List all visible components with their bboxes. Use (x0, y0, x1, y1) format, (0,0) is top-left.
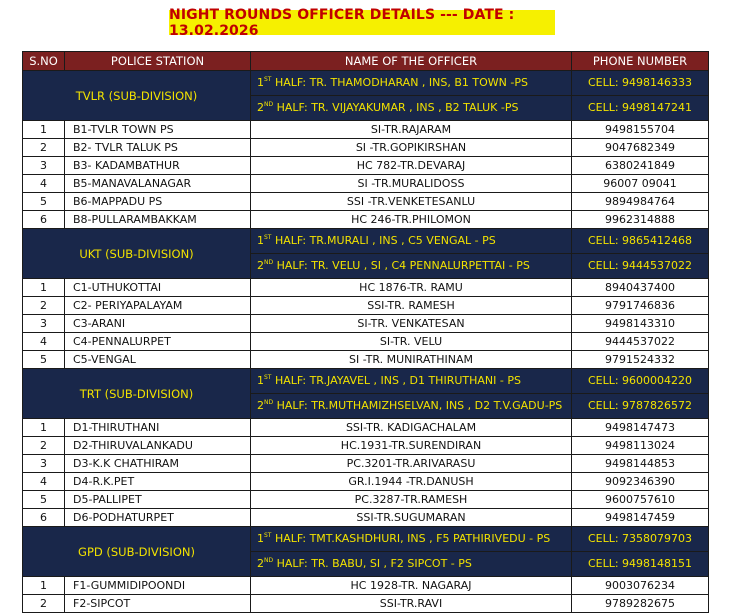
second-half-officer (251, 96, 572, 121)
page-title: NIGHT ROUNDS OFFICER DETAILS --- DATE : 13.02.2026 (169, 10, 555, 35)
police-station: B1-TVLR TOWN PS (65, 121, 251, 139)
table-row (23, 437, 709, 455)
police-station: C4-PENNALURPET (65, 333, 251, 351)
subdivision-half1-row (23, 369, 709, 394)
officer-name: SI-TR. VENKATESAN (251, 315, 572, 333)
header-phone-number: PHONE NUMBER (572, 52, 709, 71)
serial-number: 6 (23, 211, 65, 229)
table-row (23, 595, 709, 613)
phone-number: 96007 09041 (572, 175, 709, 193)
table-row (23, 473, 709, 491)
subdivision-half1-row (23, 527, 709, 552)
table-row (23, 351, 709, 369)
second-half-officer-text: HALF: TR. BABU, SI , F2 SIPCOT - PS (273, 557, 472, 570)
table-row (23, 157, 709, 175)
first-half-ordinal-suffix: ST (264, 234, 272, 241)
police-station: D2-THIRUVALANKADU (65, 437, 251, 455)
first-half-ordinal-suffix: ST (264, 374, 272, 381)
serial-number: 5 (23, 193, 65, 211)
first-half-officer-text: HALF: TMT.KASHDHURI, INS , F5 PATHIRIVEDU - PS (271, 532, 551, 545)
first-half-officer-text: HALF: TR.JAYAVEL , INS , D1 THIRUTHANI - PS (271, 374, 521, 387)
table-row (23, 279, 709, 297)
officer-name: SI-TR.RAJARAM (251, 121, 572, 139)
header-officer-name: NAME OF THE OFFICER (251, 52, 572, 71)
first-half-ordinal: 1 (257, 76, 264, 89)
phone-number: 9498143310 (572, 315, 709, 333)
officer-name: PC.3201-TR.ARIVARASU (251, 455, 572, 473)
police-station: D5-PALLIPET (65, 491, 251, 509)
subdivision-half1-row (23, 71, 709, 96)
first-half-officer (251, 369, 572, 394)
table-row (23, 509, 709, 527)
first-half-ordinal: 1 (257, 374, 264, 387)
phone-number: 9498113024 (572, 437, 709, 455)
serial-number: 2 (23, 139, 65, 157)
second-half-ordinal-suffix: ND (264, 101, 274, 108)
first-half-cell-number: CELL: 9498146333 (572, 71, 709, 96)
table-row (23, 297, 709, 315)
second-half-officer (251, 552, 572, 577)
officer-name: HC 246-TR.PHILOMON (251, 211, 572, 229)
serial-number: 2 (23, 595, 65, 613)
police-station: C1-UTHUKOTTAI (65, 279, 251, 297)
second-half-officer-text: HALF: TR. VELU , SI , C4 PENNALURPETTAI - PS (273, 259, 530, 272)
police-station: D6-PODHATURPET (65, 509, 251, 527)
header-sno: S.NO (23, 52, 65, 71)
serial-number: 3 (23, 157, 65, 175)
second-half-cell-number: CELL: 9498148151 (572, 552, 709, 577)
police-station: B5-MANAVALANAGAR (65, 175, 251, 193)
second-half-cell-number: CELL: 9444537022 (572, 254, 709, 279)
first-half-ordinal-suffix: ST (264, 76, 272, 83)
table-row (23, 315, 709, 333)
officer-name: SI-TR. VELU (251, 333, 572, 351)
phone-number: 9498144853 (572, 455, 709, 473)
second-half-cell-number: CELL: 9498147241 (572, 96, 709, 121)
serial-number: 4 (23, 473, 65, 491)
second-half-ordinal-suffix: ND (264, 557, 274, 564)
officer-name: PC.3287-TR.RAMESH (251, 491, 572, 509)
serial-number: 1 (23, 279, 65, 297)
first-half-officer-text: HALF: TR.MURALI , INS , C5 VENGAL - PS (271, 234, 496, 247)
police-station: B3- KADAMBATHUR (65, 157, 251, 175)
police-station: C5-VENGAL (65, 351, 251, 369)
second-half-ordinal: 2 (257, 557, 264, 570)
first-half-cell-number: CELL: 7358079703 (572, 527, 709, 552)
phone-number: 9789282675 (572, 595, 709, 613)
first-half-cell-number: CELL: 9865412468 (572, 229, 709, 254)
phone-number: 9894984764 (572, 193, 709, 211)
police-station: C3-ARANI (65, 315, 251, 333)
table-body (23, 71, 709, 613)
table-row (23, 175, 709, 193)
phone-number: 9791746836 (572, 297, 709, 315)
second-half-ordinal-suffix: ND (264, 259, 274, 266)
serial-number: 4 (23, 333, 65, 351)
first-half-cell-number: CELL: 9600004220 (572, 369, 709, 394)
first-half-officer (251, 229, 572, 254)
phone-number: 9498147473 (572, 419, 709, 437)
phone-number: 9047682349 (572, 139, 709, 157)
police-station: F1-GUMMIDIPOONDI (65, 577, 251, 595)
phone-number: 9444537022 (572, 333, 709, 351)
serial-number: 2 (23, 437, 65, 455)
subdivision-name: GPD (SUB-DIVISION) (23, 527, 251, 577)
phone-number: 9791524332 (572, 351, 709, 369)
second-half-ordinal: 2 (257, 101, 264, 114)
phone-number: 6380241849 (572, 157, 709, 175)
table-row (23, 211, 709, 229)
serial-number: 5 (23, 491, 65, 509)
second-half-ordinal-suffix: ND (264, 399, 274, 406)
table-row (23, 121, 709, 139)
police-station: D1-THIRUTHANI (65, 419, 251, 437)
officer-name: SSI-TR.RAVI (251, 595, 572, 613)
table-row (23, 193, 709, 211)
officer-name: HC 1928-TR. NAGARAJ (251, 577, 572, 595)
phone-number: 9092346390 (572, 473, 709, 491)
first-half-ordinal: 1 (257, 234, 264, 247)
table-row (23, 491, 709, 509)
serial-number: 1 (23, 577, 65, 595)
phone-number: 9600757610 (572, 491, 709, 509)
second-half-officer-text: HALF: TR. VIJAYAKUMAR , INS , B2 TALUK -PS (273, 101, 519, 114)
first-half-ordinal: 1 (257, 532, 264, 545)
second-half-ordinal: 2 (257, 259, 264, 272)
table-row (23, 419, 709, 437)
subdivision-name: TVLR (SUB-DIVISION) (23, 71, 251, 121)
table-row (23, 577, 709, 595)
first-half-officer (251, 71, 572, 96)
serial-number: 3 (23, 315, 65, 333)
officer-name: HC.1931-TR.SURENDIRAN (251, 437, 572, 455)
header-police-station: POLICE STATION (65, 52, 251, 71)
second-half-officer (251, 254, 572, 279)
officer-name: SI -TR.GOPIKIRSHAN (251, 139, 572, 157)
phone-number: 8940437400 (572, 279, 709, 297)
serial-number: 1 (23, 121, 65, 139)
police-station: F2-SIPCOT (65, 595, 251, 613)
serial-number: 6 (23, 509, 65, 527)
first-half-officer-text: HALF: TR. THAMODHARAN , INS, B1 TOWN -PS (271, 76, 528, 89)
serial-number: 4 (23, 175, 65, 193)
phone-number: 9498147459 (572, 509, 709, 527)
police-station: D4-R.K.PET (65, 473, 251, 491)
second-half-cell-number: CELL: 9787826572 (572, 394, 709, 419)
table-row (23, 455, 709, 473)
phone-number: 9003076234 (572, 577, 709, 595)
serial-number: 1 (23, 419, 65, 437)
officer-name: SSI-TR.SUGUMARAN (251, 509, 572, 527)
serial-number: 3 (23, 455, 65, 473)
phone-number: 9498155704 (572, 121, 709, 139)
second-half-officer-text: HALF: TR.MUTHAMIZHSELVAN, INS , D2 T.V.GADU-PS (273, 399, 563, 412)
subdivision-name: UKT (SUB-DIVISION) (23, 229, 251, 279)
officer-name: SSI-TR. KADIGACHALAM (251, 419, 572, 437)
subdivision-half1-row (23, 229, 709, 254)
officer-name: HC 1876-TR. RAMU (251, 279, 572, 297)
officer-name: SI -TR.MURALIDOSS (251, 175, 572, 193)
police-station: D3-K.K CHATHIRAM (65, 455, 251, 473)
night-rounds-table (22, 51, 709, 613)
officer-name: HC 782-TR.DEVARAJ (251, 157, 572, 175)
officer-name: SSI -TR.VENKETESANLU (251, 193, 572, 211)
police-station: C2- PERIYAPALAYAM (65, 297, 251, 315)
subdivision-name: TRT (SUB-DIVISION) (23, 369, 251, 419)
second-half-officer (251, 394, 572, 419)
officer-name: SI -TR. MUNIRATHINAM (251, 351, 572, 369)
serial-number: 2 (23, 297, 65, 315)
police-station: B8-PULLARAMBAKKAM (65, 211, 251, 229)
officer-name: GR.I.1944 -TR.DANUSH (251, 473, 572, 491)
phone-number: 9962314888 (572, 211, 709, 229)
officer-name: SSI-TR. RAMESH (251, 297, 572, 315)
police-station: B2- TVLR TALUK PS (65, 139, 251, 157)
first-half-officer (251, 527, 572, 552)
table-row (23, 333, 709, 351)
police-station: B6-MAPPADU PS (65, 193, 251, 211)
second-half-ordinal: 2 (257, 399, 264, 412)
first-half-ordinal-suffix: ST (264, 532, 272, 539)
table-row (23, 139, 709, 157)
table-header-row (23, 52, 709, 71)
serial-number: 5 (23, 351, 65, 369)
